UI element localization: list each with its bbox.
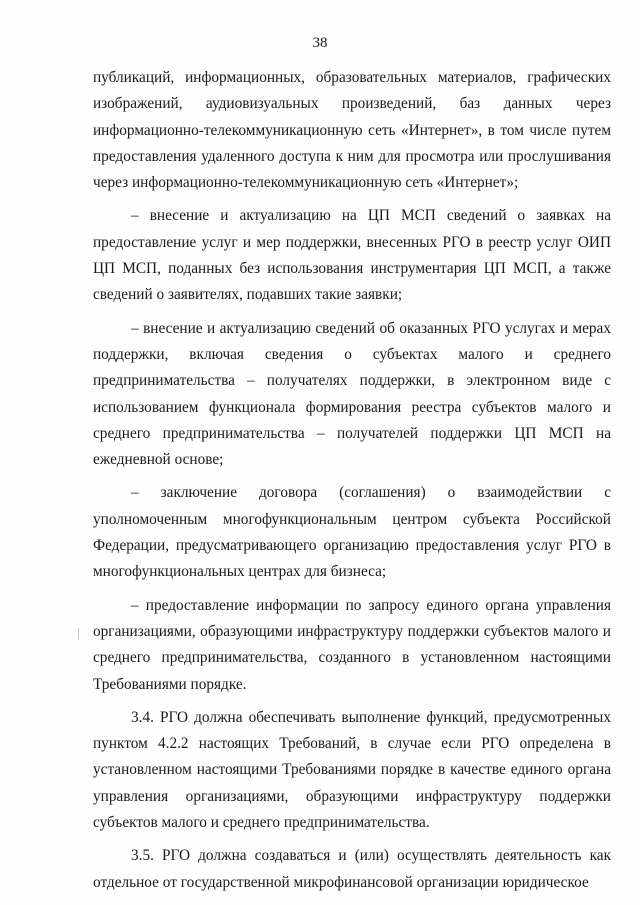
document-body <box>93 65 611 896</box>
paragraph-list-item-agreement: – заключение договора (соглашения) о взаимодействии с уполномоченным многофункциональным центром субъекта Российской Федерации, предусматривающего организацию предоставления услуг РГО в многофункциональных центрах для бизнеса; <box>93 484 611 581</box>
paragraph-continuation: публикаций, информационных, образовательных материалов, графических изображений, аудиовизуальных произведений, баз данных через информационно-телекоммуникационную сеть «Интернет», в том числе путем предоставления удаленного доступа к ним для просмотра или прослушивания через информационно-телекоммуникационную сеть «Интернет»; <box>93 69 611 192</box>
paragraph-list-item-services: – внесение и актуализацию сведений об оказанных РГО услугах и мерах поддержки, включая сведения о субъектах малого и среднего предпринимательства – получателях поддержки, в электронном виде с использованием функционала формирования реестра субъектов малого и среднего предпринимательства – получателей поддержки ЦП МСП на ежедневной основе; <box>93 319 611 469</box>
paragraph-list-item-applications: – внесение и актуализацию на ЦП МСП сведений о заявках на предоставление услуг и мер поддержки, внесенных РГО в реестр услуг ОИП ЦП МСП, поданных без использования инструментария ЦП МСП, а также сведений о заявителях, подавших такие заявки; <box>93 207 611 304</box>
paragraph-section-3-5: 3.5. РГО должна создаваться и (или) осуществлять деятельность как отдельное от государственной микрофинансовой организации юридическое <box>93 847 611 891</box>
scan-artifact-mark <box>78 628 79 640</box>
page-number: 38 <box>312 35 328 51</box>
paragraph-list-item-information: – предоставление информации по запросу единого органа управления организациями, образующими инфраструктуру поддержки субъектов малого и среднего предпринимательства, созданного в установленном настоящими Требованиями порядке. <box>93 596 611 693</box>
paragraph-section-3-4: 3.4. РГО должна обеспечивать выполнение функций, предусмотренных пунктом 4.2.2 настоящих Требований, в случае если РГО определена в установленном настоящими Требованиями порядке в качестве единого органа управления организациями, образующими инфраструктуру поддержки субъектов малого и среднего предпринимательства. <box>93 708 611 832</box>
